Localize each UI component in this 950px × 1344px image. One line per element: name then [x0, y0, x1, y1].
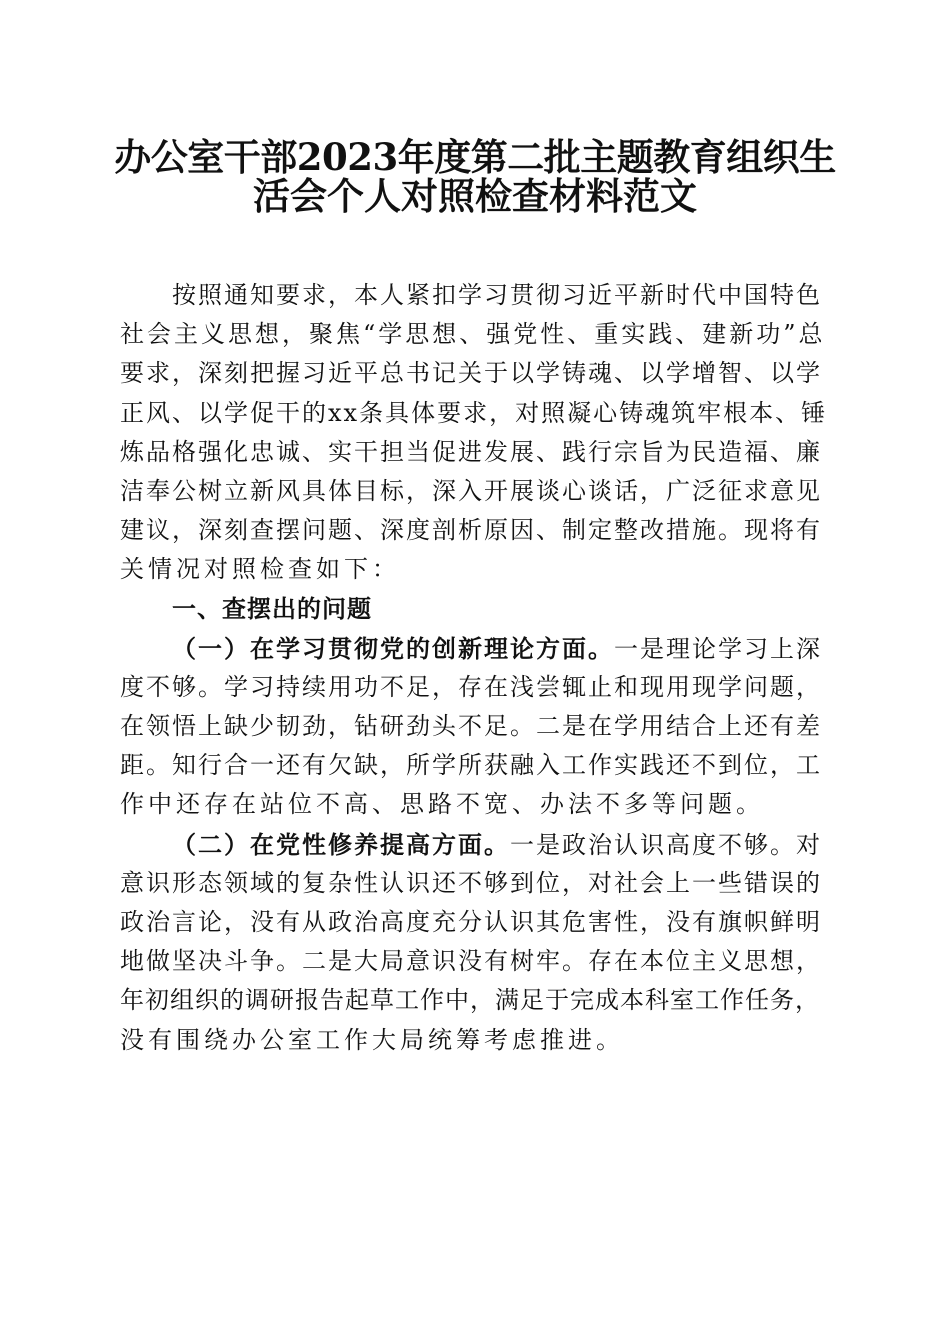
- item-1-line: 作中还存在站位不高、思路不宽、办法不多等问题。: [120, 790, 764, 819]
- item-2-line: 年初组织的调研报告起草工作中，满足于完成本科室工作任务，: [120, 986, 820, 1015]
- intro-line: 正风、以学促干的xx条具体要求，对照凝心铸魂筑牢根本、锤: [120, 398, 828, 427]
- item-1-first-line: [120, 629, 832, 668]
- item-2-paragraph: [120, 825, 832, 1060]
- intro-line: 洁奉公树立新风具体目标，深入开展谈心谈话，广泛征求意见: [120, 476, 822, 505]
- item-2-line: 地做坚决斗争。二是大局意识没有树牢。存在本位主义思想，: [120, 947, 822, 976]
- item-1-first-line-rest: 一是理论学习上深: [614, 634, 822, 663]
- title-line-2: 活会个人对照检查材料范文: [253, 174, 697, 219]
- item-2-lead: （二）在党性修养提高方面。: [172, 829, 510, 859]
- intro-line: 炼品格强化忠诚、实干担当促进发展、践行宗旨为民造福、廉: [120, 437, 822, 466]
- item-1-line: 在领悟上缺少韧劲，钻研劲头不足。二是在学用结合上还有差: [120, 712, 822, 741]
- item-1-line: 度不够。学习持续用功不足，存在浅尝辄止和现用现学问题，: [120, 672, 822, 701]
- title-line-1: 办公室干部2023年度第二批主题教育组织生: [114, 135, 836, 179]
- document-title: [110, 132, 840, 219]
- intro-line: 社会主义思想，聚焦“学思想、强党性、重实践、建新功”总: [120, 320, 826, 349]
- intro-line: 要求，深刻把握习近平总书记关于以学铸魂、以学增智、以学: [120, 359, 822, 388]
- item-1-lead: （一）在学习贯彻党的创新理论方面。: [172, 633, 614, 663]
- item-1-line: 距。知行合一还有欠缺，所学所获融入工作实践还不到位，工: [120, 751, 822, 780]
- document-body: [120, 276, 832, 1060]
- intro-line: 建议，深刻查摆问题、深度剖析原因、制定整改措施。现将有: [120, 516, 822, 545]
- item-2-line: 没有围绕办公室工作大局统筹考虑推进。: [120, 1025, 624, 1054]
- item-1-paragraph: [120, 629, 832, 825]
- item-2-first-line-rest: 一是政治认识高度不够。对: [510, 830, 822, 859]
- section-heading: 一、查摆出的问题: [172, 594, 372, 623]
- item-2-line: 政治言论，没有从政治高度充分认识其危害性，没有旗帜鲜明: [120, 908, 822, 936]
- intro-line: 关情况对照检查如下：: [120, 555, 400, 584]
- intro-line: 按照通知要求，本人紧扣学习贯彻习近平新时代中国特色: [172, 281, 822, 309]
- intro-paragraph: [120, 276, 832, 590]
- item-2-first-line: [120, 825, 832, 864]
- item-2-line: 意识形态领域的复杂性认识还不够到位，对社会上一些错误的: [120, 868, 822, 897]
